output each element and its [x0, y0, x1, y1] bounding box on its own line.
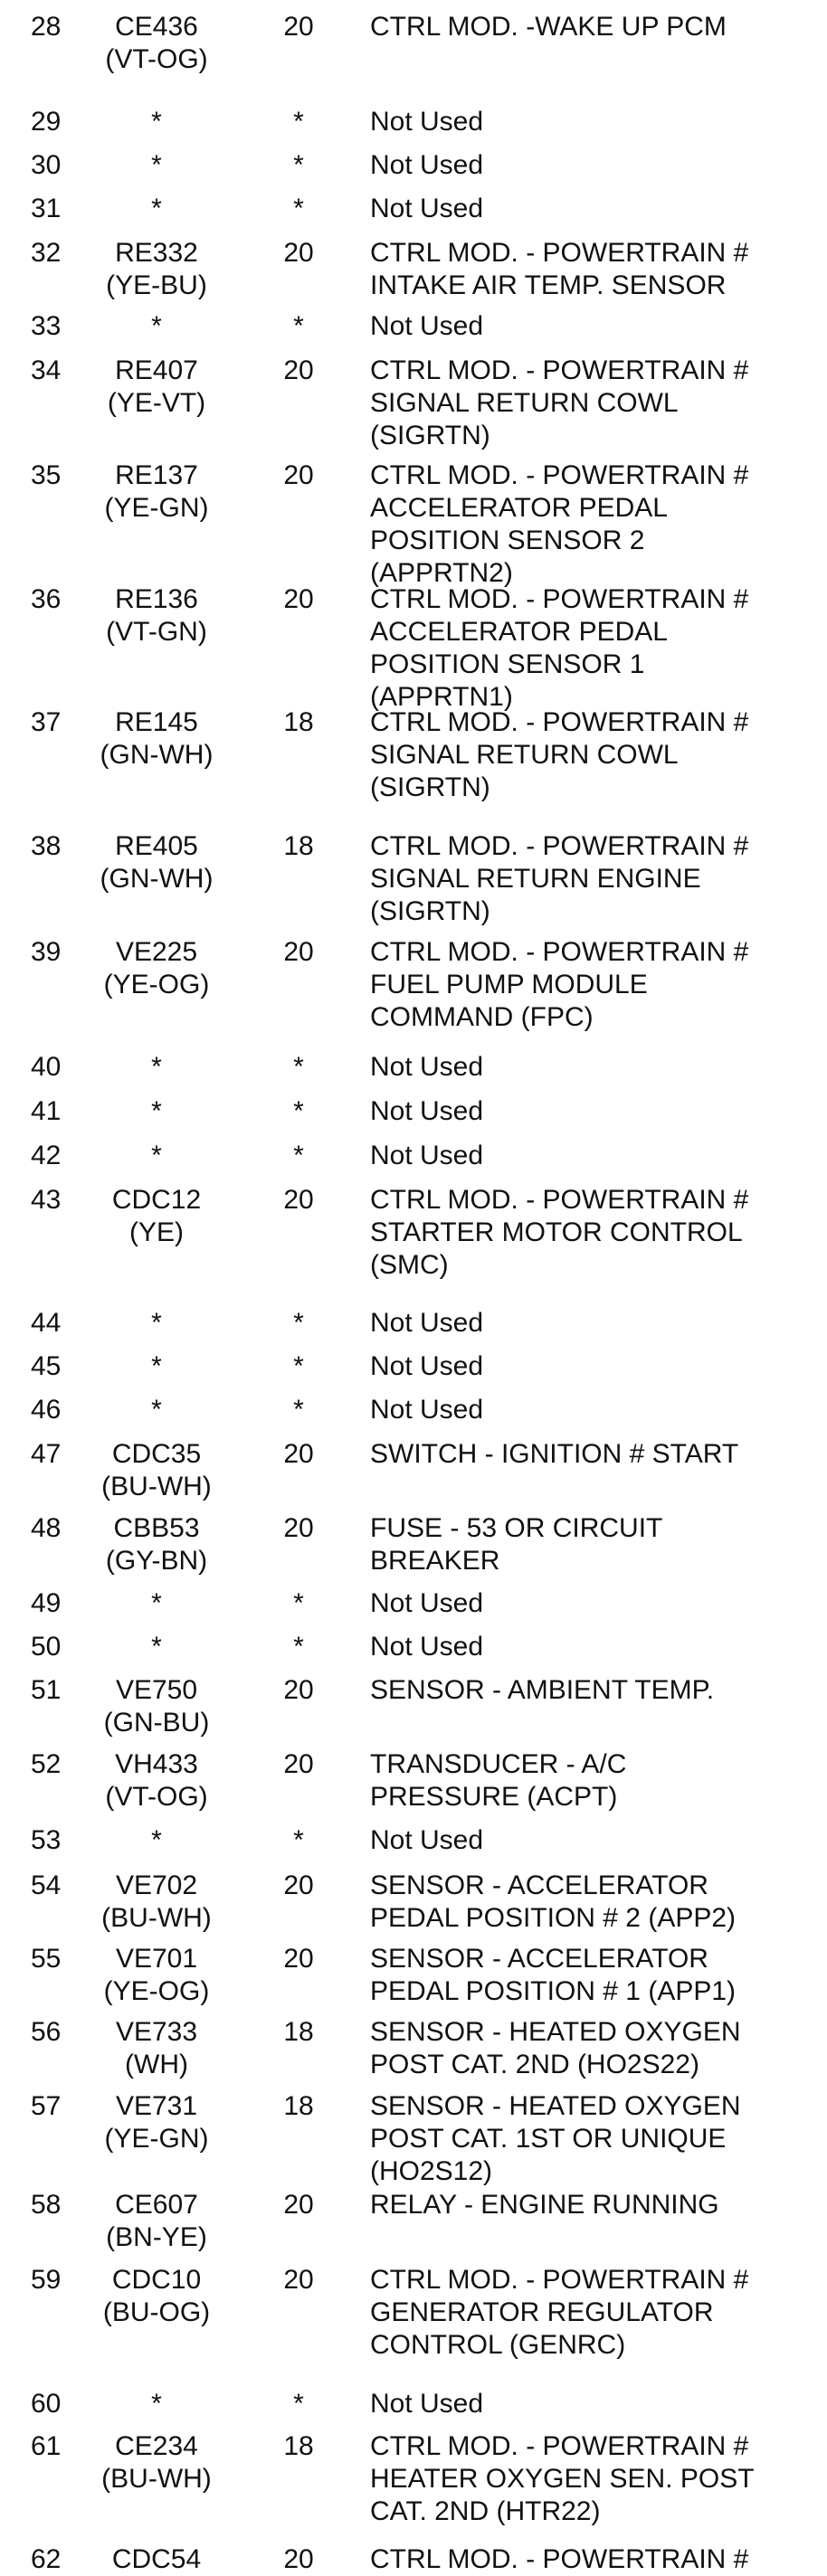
circuit-code: *: [151, 1395, 162, 1425]
wire-gauge: 18: [283, 2091, 314, 2121]
wire-gauge: 20: [283, 1870, 314, 1900]
wire-gauge: *: [293, 150, 304, 180]
pin-number: 31: [31, 194, 62, 223]
wire-gauge: *: [293, 194, 304, 223]
circuit-description: CTRL MOD. - POWERTRAIN # SIGNAL RETURN COWL (SIGRTN): [370, 355, 749, 450]
wire-gauge: 20: [283, 2544, 314, 2574]
wire-gauge: 20: [283, 238, 314, 268]
pin-number: 52: [31, 1749, 62, 1779]
circuit-code: RE137 (YE-GN): [104, 460, 209, 523]
wire-gauge: 18: [283, 831, 314, 861]
circuit-code: RE407 (YE-VT): [107, 355, 206, 418]
pin-number: 32: [31, 238, 62, 268]
circuit-description: Not Used: [370, 1308, 484, 1338]
wire-gauge: 20: [283, 1944, 314, 1974]
circuit-description: Not Used: [370, 107, 484, 137]
circuit-description: CTRL MOD. - POWERTRAIN # ACCELERATOR PEDAL POSITION SENSOR 2 (APPRTN2): [370, 460, 749, 588]
pin-number: 48: [31, 1513, 62, 1543]
circuit-code: RE332 (YE-BU): [106, 238, 207, 300]
circuit-description: SENSOR - ACCELERATOR PEDAL POSITION # 2 (APP2): [370, 1870, 737, 1933]
circuit-description: CTRL MOD. - POWERTRAIN # HEATER OXYGEN SEN. POST CAT. 2ND (HTR22): [370, 2431, 755, 2526]
pin-number: 46: [31, 1395, 62, 1425]
circuit-description: Not Used: [370, 1825, 484, 1855]
circuit-description: FUSE - 53 OR CIRCUIT BREAKER: [370, 1513, 663, 1576]
circuit-code: *: [151, 1052, 162, 1082]
wire-gauge: 20: [283, 355, 314, 385]
wire-gauge: 18: [283, 707, 314, 737]
pin-number: 30: [31, 150, 62, 180]
pin-number: 62: [31, 2544, 62, 2574]
wire-gauge: 20: [283, 1185, 314, 1215]
circuit-code: VH433 (VT-OG): [105, 1749, 208, 1812]
wire-gauge: 20: [283, 2265, 314, 2295]
circuit-description: CTRL MOD. - POWERTRAIN # INTAKE AIR TEMP. SENSOR: [370, 238, 749, 300]
circuit-code: CE607 (BN-YE): [106, 2190, 207, 2252]
pin-number: 45: [31, 1351, 62, 1381]
circuit-description: CTRL MOD. - POWERTRAIN #: [370, 2544, 749, 2574]
pin-number: 28: [31, 12, 62, 42]
circuit-description: Not Used: [370, 194, 484, 223]
circuit-code: *: [151, 1825, 162, 1855]
circuit-code: *: [151, 150, 162, 180]
pin-number: 38: [31, 831, 62, 861]
wire-gauge: 20: [283, 584, 314, 614]
circuit-code: RE405 (GN-WH): [100, 831, 214, 894]
circuit-code: *: [151, 1351, 162, 1381]
wire-gauge: 18: [283, 2017, 314, 2047]
pin-number: 58: [31, 2190, 62, 2220]
wire-gauge: 20: [283, 2190, 314, 2220]
pin-number: 33: [31, 311, 62, 341]
circuit-description: SENSOR - AMBIENT TEMP.: [370, 1675, 715, 1705]
wire-gauge: *: [293, 1588, 304, 1618]
wire-gauge: 20: [283, 1749, 314, 1779]
circuit-code: CDC54: [111, 2544, 202, 2574]
circuit-code: CDC10 (BU-OG): [102, 2265, 211, 2327]
circuit-description: CTRL MOD. - POWERTRAIN # STARTER MOTOR CONTROL (SMC): [370, 1185, 749, 1280]
pin-number: 54: [31, 1870, 62, 1900]
circuit-description: SENSOR - HEATED OXYGEN POST CAT. 2ND (HO2S22): [370, 2017, 741, 2079]
circuit-description: Not Used: [370, 1052, 484, 1082]
pin-number: 36: [31, 584, 62, 614]
circuit-code: *: [151, 1588, 162, 1618]
pin-number: 37: [31, 707, 62, 737]
pin-number: 29: [31, 107, 62, 137]
circuit-code: CE436 (VT-OG): [105, 12, 208, 74]
pin-number: 41: [31, 1096, 62, 1126]
circuit-code: RE145 (GN-WH): [100, 707, 214, 770]
circuit-description: CTRL MOD. - POWERTRAIN # ACCELERATOR PEDAL POSITION SENSOR 1 (APPRTN1): [370, 584, 749, 712]
circuit-code: VE750 (GN-BU): [103, 1675, 210, 1738]
wire-gauge: *: [293, 1825, 304, 1855]
circuit-code: *: [151, 1308, 162, 1338]
pin-number: 49: [31, 1588, 62, 1618]
pin-number: 53: [31, 1825, 62, 1855]
pin-number: 55: [31, 1944, 62, 1974]
wire-gauge: *: [293, 1395, 304, 1425]
circuit-description: Not Used: [370, 311, 484, 341]
wire-gauge: *: [293, 1632, 304, 1662]
circuit-code: CDC12 (YE): [111, 1185, 202, 1247]
circuit-description: Not Used: [370, 1588, 484, 1618]
circuit-code: VE731 (YE-GN): [104, 2091, 209, 2154]
pin-number: 34: [31, 355, 62, 385]
circuit-description: Not Used: [370, 1395, 484, 1425]
wire-gauge: 20: [283, 460, 314, 490]
pin-number: 39: [31, 937, 62, 967]
pin-number: 60: [31, 2389, 62, 2419]
circuit-code: CDC35 (BU-WH): [101, 1439, 212, 1501]
pin-number: 47: [31, 1439, 62, 1469]
circuit-description: Not Used: [370, 2389, 484, 2419]
circuit-description: SENSOR - ACCELERATOR PEDAL POSITION # 1 (APP1): [370, 1944, 737, 2006]
circuit-description: SWITCH - IGNITION # START: [370, 1439, 739, 1469]
circuit-description: Not Used: [370, 1096, 484, 1126]
circuit-description: Not Used: [370, 1632, 484, 1662]
wire-gauge: *: [293, 1308, 304, 1338]
circuit-description: CTRL MOD. -WAKE UP PCM: [370, 12, 727, 42]
pin-number: 50: [31, 1632, 62, 1662]
circuit-description: CTRL MOD. - POWERTRAIN # SIGNAL RETURN COWL (SIGRTN): [370, 707, 749, 802]
circuit-description: CTRL MOD. - POWERTRAIN # SIGNAL RETURN ENGINE (SIGRTN): [370, 831, 749, 926]
circuit-description: Not Used: [370, 150, 484, 180]
pin-number: 56: [31, 2017, 62, 2047]
circuit-code: VE733 (WH): [115, 2017, 198, 2079]
circuit-description: RELAY - ENGINE RUNNING: [370, 2190, 719, 2220]
pin-number: 42: [31, 1141, 62, 1170]
pin-number: 61: [31, 2431, 62, 2461]
pin-number: 51: [31, 1675, 62, 1705]
circuit-code: *: [151, 1096, 162, 1126]
pin-number: 57: [31, 2091, 62, 2121]
wire-gauge: 18: [283, 2431, 314, 2461]
wire-gauge: 20: [283, 1513, 314, 1543]
circuit-description: CTRL MOD. - POWERTRAIN # FUEL PUMP MODULE COMMAND (FPC): [370, 937, 749, 1032]
circuit-code: VE701 (YE-OG): [103, 1944, 210, 2006]
circuit-code: RE136 (VT-GN): [106, 584, 207, 647]
circuit-code: *: [151, 107, 162, 137]
wire-gauge: *: [293, 1351, 304, 1381]
circuit-code: CE234 (BU-WH): [101, 2431, 212, 2494]
wire-gauge: 20: [283, 1439, 314, 1469]
circuit-code: *: [151, 1141, 162, 1170]
pin-number: 40: [31, 1052, 62, 1082]
circuit-code: VE702 (BU-WH): [101, 1870, 212, 1933]
wire-gauge: 20: [283, 1675, 314, 1705]
wire-gauge: *: [293, 1052, 304, 1082]
circuit-code: *: [151, 1632, 162, 1662]
wire-gauge: *: [293, 2389, 304, 2419]
circuit-code: VE225 (YE-OG): [103, 937, 210, 999]
wire-gauge: *: [293, 107, 304, 137]
pin-number: 35: [31, 460, 62, 490]
circuit-description: CTRL MOD. - POWERTRAIN # GENERATOR REGULATOR CONTROL (GENRC): [370, 2265, 749, 2360]
wire-gauge: *: [293, 1096, 304, 1126]
circuit-code: *: [151, 194, 162, 223]
wire-gauge: *: [293, 1141, 304, 1170]
circuit-description: TRANSDUCER - A/C PRESSURE (ACPT): [370, 1749, 627, 1812]
wire-gauge: 20: [283, 937, 314, 967]
circuit-description: Not Used: [370, 1141, 484, 1170]
wire-gauge: 20: [283, 12, 314, 42]
circuit-code: CBB53 (GY-BN): [105, 1513, 208, 1576]
wire-gauge: *: [293, 311, 304, 341]
circuit-code: *: [151, 2389, 162, 2419]
circuit-code: *: [151, 311, 162, 341]
pin-number: 59: [31, 2265, 62, 2295]
pin-number: 43: [31, 1185, 62, 1215]
pin-number: 44: [31, 1308, 62, 1338]
circuit-description: SENSOR - HEATED OXYGEN POST CAT. 1ST OR UNIQUE (HO2S12): [370, 2091, 741, 2186]
circuit-description: Not Used: [370, 1351, 484, 1381]
